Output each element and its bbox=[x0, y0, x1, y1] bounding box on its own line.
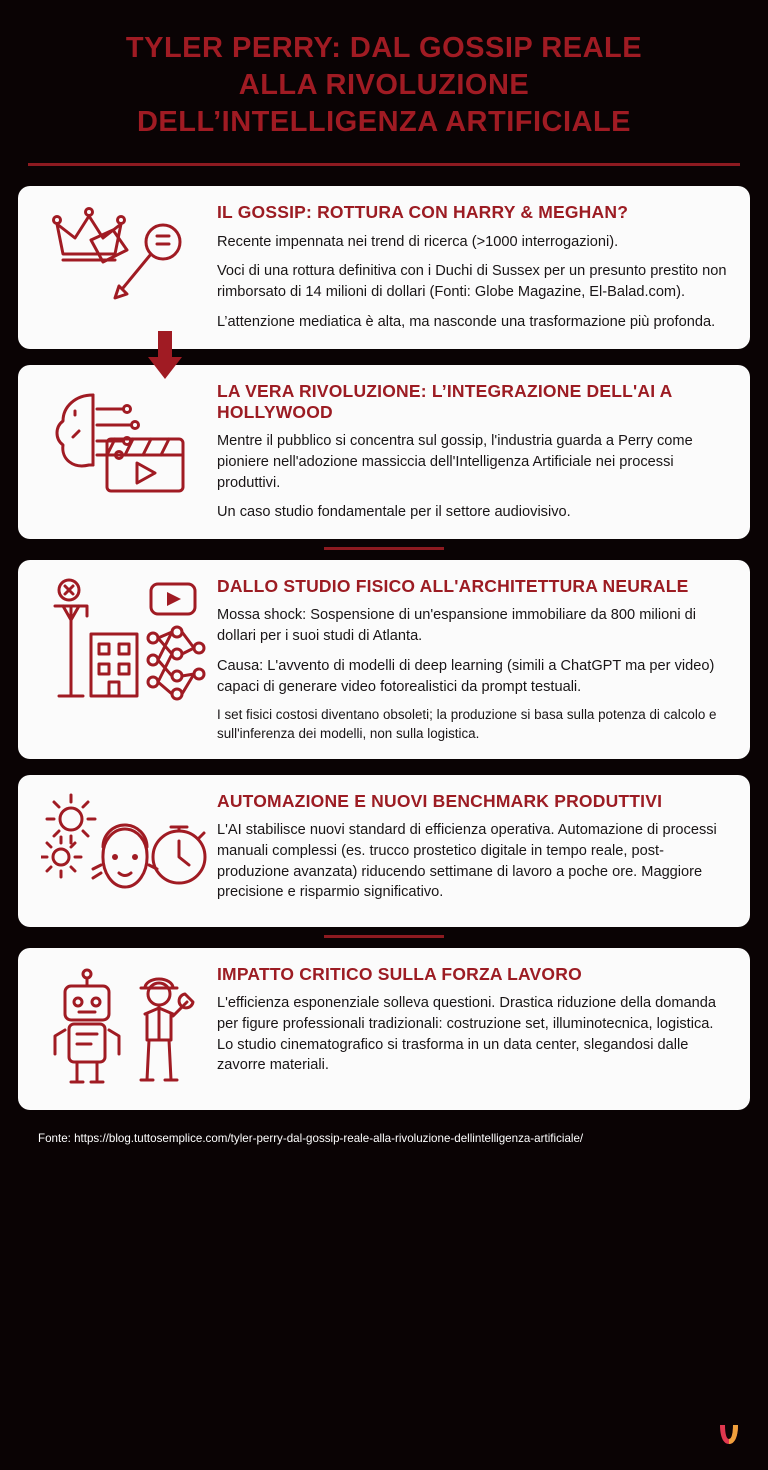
card-gossip-heading: IL GOSSIP: ROTTURA CON HARRY & MEGHAN? bbox=[217, 202, 629, 223]
card-neural-architecture-paragraph-2: Causa: L'avvento di modelli di deep learning (simili a ChatGPT ma per video) capaci di generare video fotorealistici da prompt testuali. bbox=[217, 657, 715, 695]
card-gossip-paragraph-2: Voci di una rottura definitiva con i Duchi di Sussex per un presunto prestito non rimborsato di 14 milioni di dollari (Fonti: Globe Magazine, El-Balad.com). bbox=[217, 263, 727, 301]
card-automation-text bbox=[217, 791, 732, 903]
card-automation bbox=[18, 775, 750, 927]
card-automation-heading: AUTOMAZIONE E NUOVI BENCHMARK PRODUTTIVI bbox=[217, 790, 663, 811]
card-neural-architecture bbox=[18, 560, 750, 759]
card-ai-revolution bbox=[18, 365, 750, 540]
card-neural-architecture-heading: DALLO STUDIO FISICO ALL'ARCHITETTURA NEURALE bbox=[217, 576, 689, 597]
crane-building-neural-network-icon bbox=[32, 576, 217, 716]
page-title-line-3: DELL’INTELLIGENZA ARTIFICIALE bbox=[136, 106, 632, 139]
card-gossip-text bbox=[217, 202, 732, 332]
card-ai-revolution-paragraph-2: Un caso studio fondamentale per il settore audiovisivo. bbox=[217, 504, 571, 521]
page-title-block bbox=[0, 0, 768, 166]
card-automation-paragraph-1: L'AI stabilisce nuovi standard di efficienza operativa. Automazione di processi manuali complessi (es. trucco prostetico digitale in tempo reale, post-produzione avanzata) riducendo settimane di lavoro a poche ore. Maggiore precisione e risparmio significativo. bbox=[217, 822, 717, 901]
card-ai-revolution-heading: LA VERA RIVOLUZIONE: L’INTEGRAZIONE DELL'AI A HOLLYWOOD bbox=[217, 380, 672, 422]
card-gossip-paragraph-3: L’attenzione mediatica è alta, ma nasconde una trasformazione più profonda. bbox=[217, 313, 716, 330]
page-title bbox=[28, 30, 740, 141]
v-logo-icon[interactable] bbox=[716, 1422, 742, 1448]
card-neural-architecture-paragraph-1: Mossa shock: Sospensione di un'espansione immobiliare da 800 milioni di dollari per i suoi studi di Atlanta. bbox=[217, 607, 696, 645]
robot-worker-icon bbox=[32, 964, 217, 1094]
card-workforce-impact-heading: IMPATTO CRITICO SULLA FORZA LAVORO bbox=[217, 963, 582, 984]
section-divider-1 bbox=[324, 547, 444, 550]
card-gossip-paragraph-1: Recente impennata nei trend di ricerca (>1000 interrogazioni). bbox=[217, 233, 619, 250]
page-title-line-1: TYLER PERRY: DAL GOSSIP REALE bbox=[125, 32, 643, 64]
card-ai-revolution-text bbox=[217, 381, 732, 524]
card-gossip bbox=[18, 186, 750, 348]
card-ai-revolution-paragraph-1: Mentre il pubblico si concentra sul gossip, l'industria guarda a Perry come pioniere nell'adozione massiccia dell'Intelligenza Artificiale nei processi produttivi. bbox=[217, 433, 693, 491]
section-divider-2 bbox=[324, 935, 444, 938]
card-neural-architecture-text bbox=[217, 576, 732, 743]
card-neural-architecture-paragraph-3: I set fisici costosi diventano obsoleti; la produzione si basa sulla potenza di calcolo e sull'inferenza dei modelli, non sulla logistica. bbox=[217, 707, 717, 741]
gears-face-stopwatch-icon bbox=[32, 791, 217, 911]
brain-circuit-clapperboard-icon bbox=[32, 381, 217, 505]
source-line: Fonte: https://blog.tuttosemplice.com/tyler-perry-dal-gossip-reale-alla-rivoluzione-dellintelligenza-artificiale/ bbox=[38, 1131, 584, 1145]
page-title-line-2: ALLA RIVOLUZIONE bbox=[238, 69, 530, 102]
crown-microphone-icon bbox=[32, 202, 217, 322]
card-workforce-impact-paragraph-1: L'efficienza esponenziale solleva questioni. Drastica riduzione della domanda per figure professionali tradizionali: costruzione set, illuminotecnica, logistica. Lo studio cinematografico si trasforma in un data center, slegandosi dalle zavorre materiali. bbox=[217, 995, 717, 1074]
card-workforce-impact bbox=[18, 948, 750, 1110]
card-workforce-impact-text bbox=[217, 964, 732, 1076]
cards-container bbox=[0, 166, 768, 1109]
